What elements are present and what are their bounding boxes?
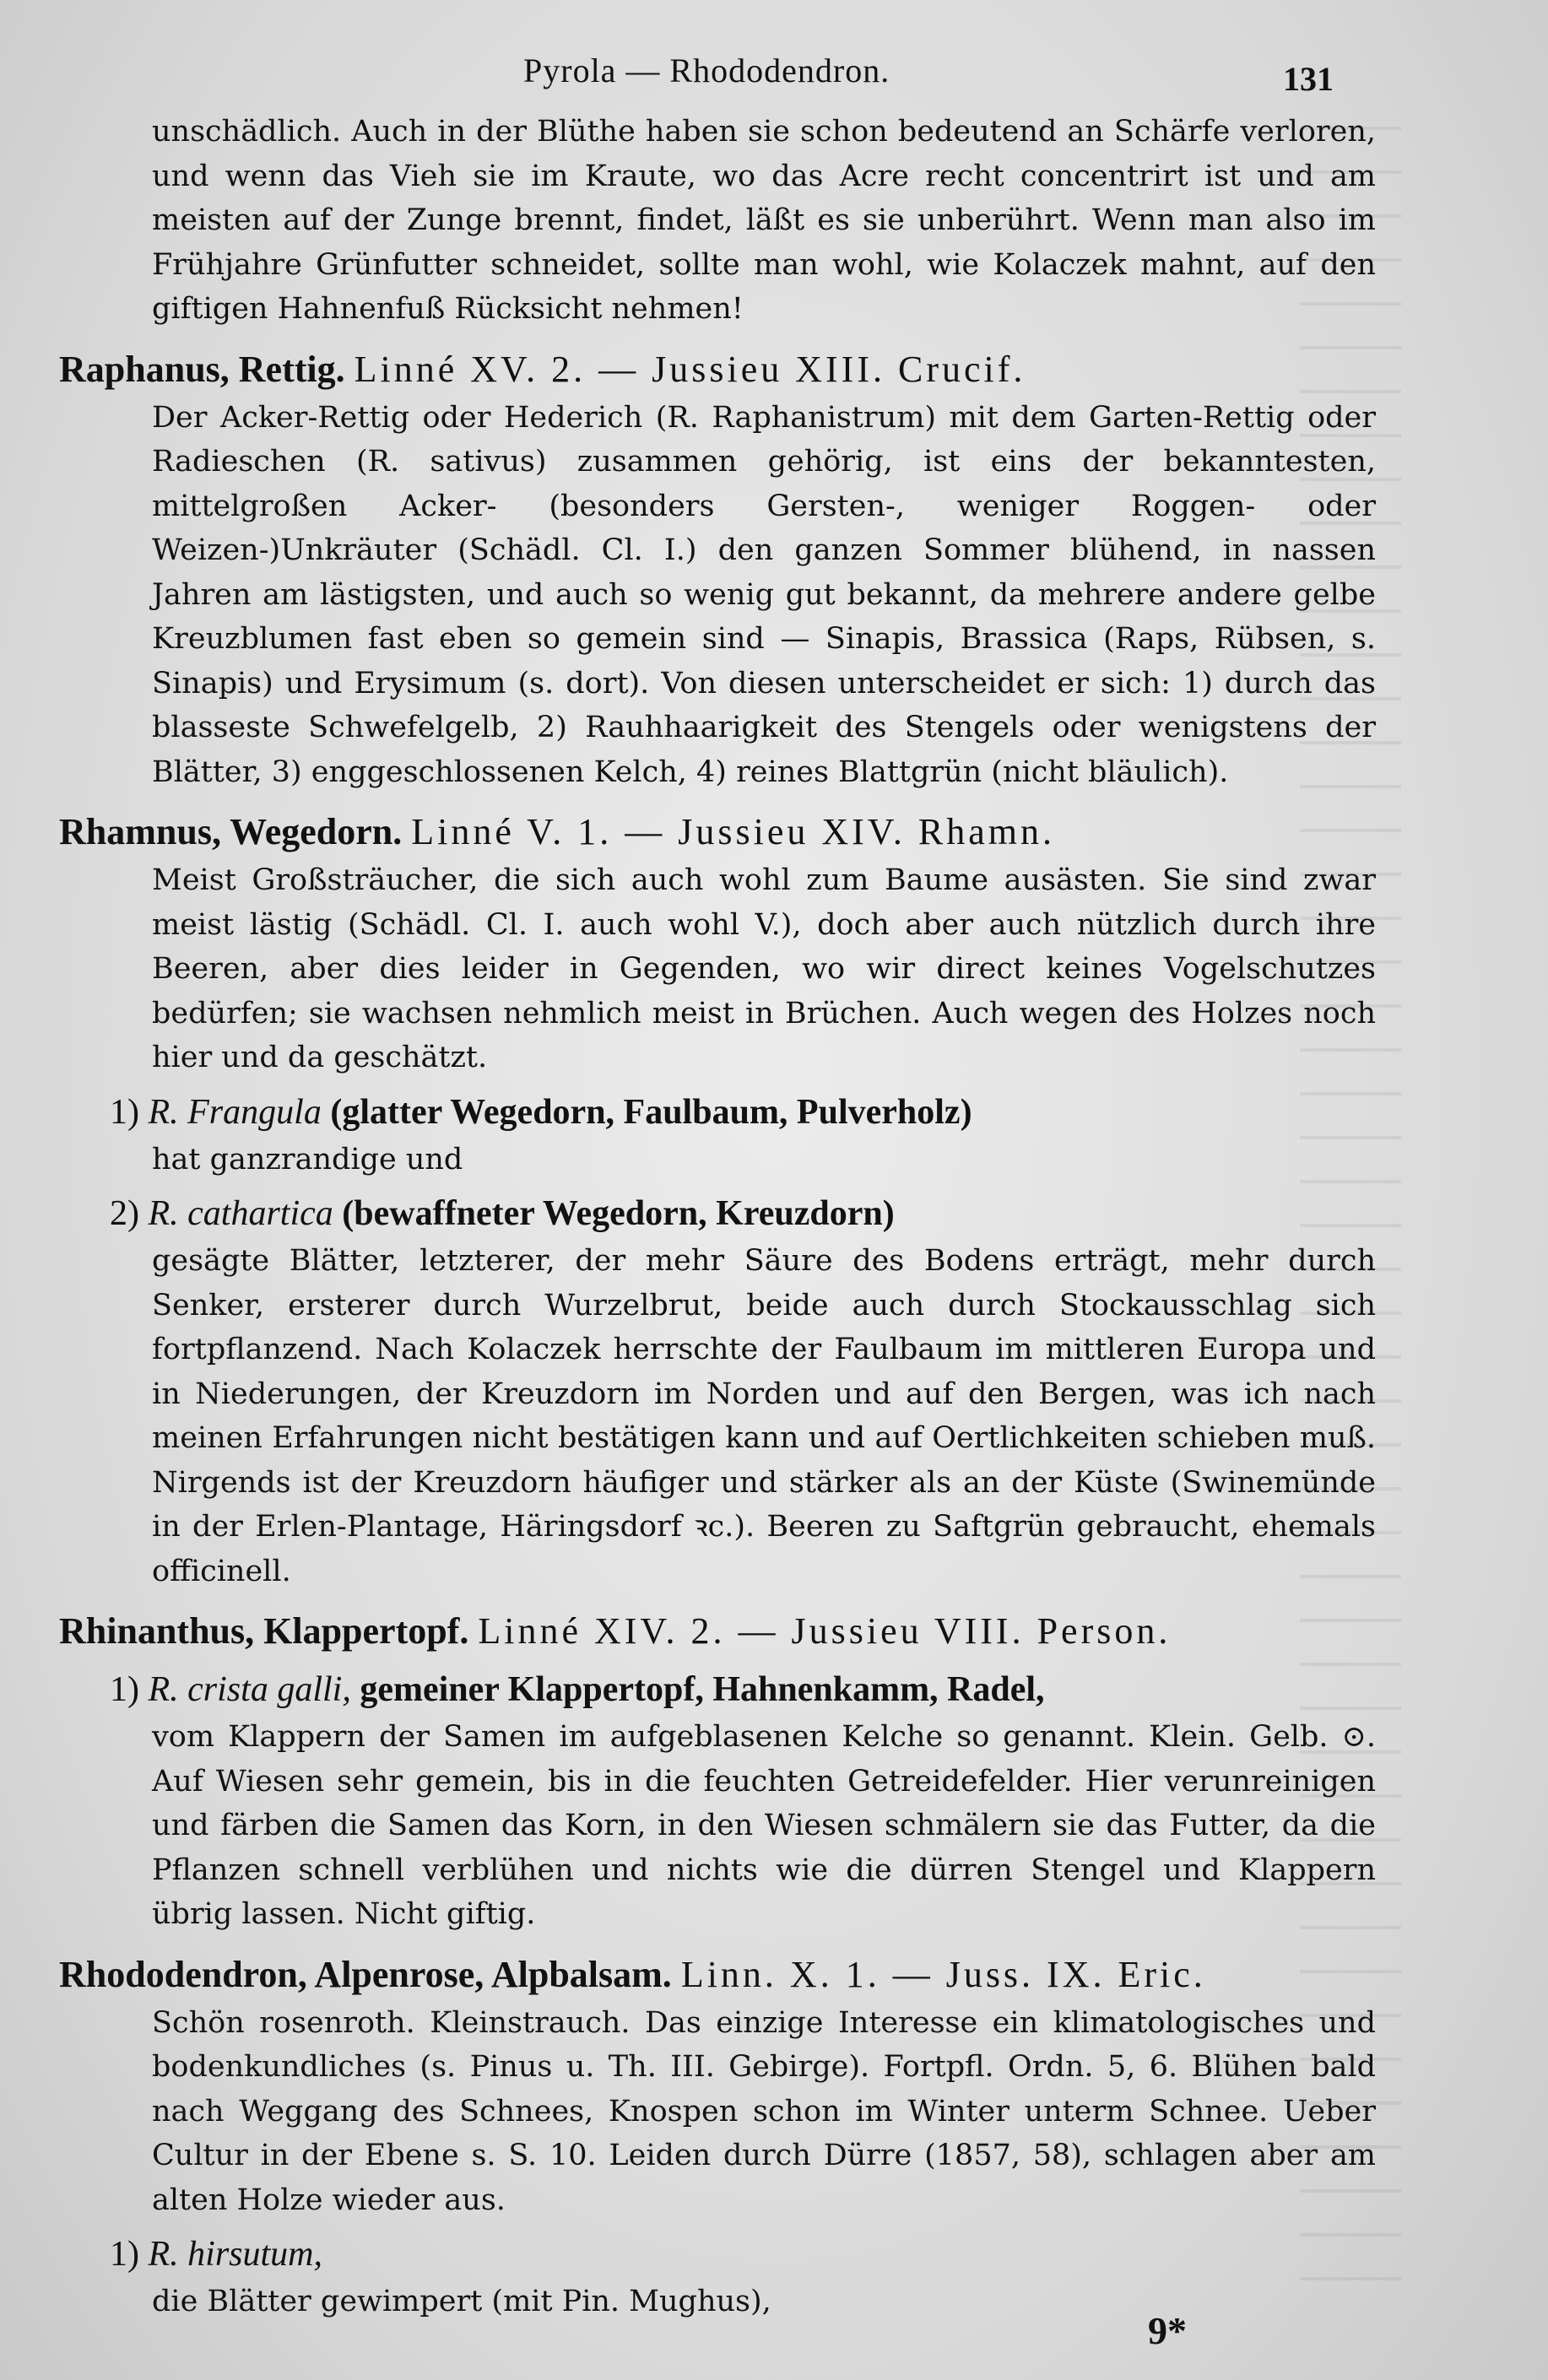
entry-text: Meist Großsträucher, die sich auch wohl zum Baume ausästen. Sie sind zwar meist lästig (Schädl. Cl. I. auch wohl V.), doch aber auch nützlich durch ihre Beeren, aber dies leider in Gegenden, wo wir direct keines Vogelschutzes bedürfen; sie wachsen nehmlich meist in Brüchen. Auch wegen des Holzes noch hier und da geschätzt. [152,863,1376,1074]
species-text: gesägte Blätter, letzterer, der mehr Säure des Bodens erträgt, mehr durch Senker, ersterer durch Wurzelbrut, beide auch durch Stockausschlag sich fortpflanzend. Nach Kolaczek herrschte der Faulbaum im mittleren Europa und in Niederungen, der Kreuzdorn im Norden und auf den Bergen, was ich nach meinen Erfahrungen nicht bestätigen kann und auf Oertlichkeiten schieben muß. Nirgends ist der Kreuzdorn häufiger und stärker als an der Küste (Swinemünde in der Erlen-Plantage, Häringsdorf ꝛc.). Beeren zu Saftgrün gebraucht, ehemals officinell. [152,1244,1376,1588]
species-number: 2) [110,1194,139,1233]
entry-heading [59,1605,1376,1658]
species-latin-name: R. crista galli, [148,1670,351,1709]
entry-heading [59,806,1376,858]
species-text: vom Klappern der Samen im aufgeblasenen Kelche so genannt. Klein. Gelb. ⊙. Auf Wiesen sehr gemein, bis in die feuchten Getreidefelder. Hier verunreinigen und färben die Samen das Korn, in den Wiesen schmälern sie das Futter, da die Pflanzen schnell verblühen und nichts wie die dürren Stengel und Klappern übrig lassen. Nicht giftig. [152,1720,1376,1931]
page-header [0,41,1548,100]
species-text: hat ganzrandige und [152,1142,463,1176]
page-number: 131 [1283,60,1334,98]
running-title: Pyrola — Rhododendron. [523,51,890,89]
species-common-names: (bewaffneter Wegedorn, Kreuzdorn) [342,1194,895,1233]
species-number: 1) [110,1092,139,1132]
entry-text: Der Acker-Rettig oder Hederich (R. Raphanistrum) mit dem Garten-Rettig oder Radieschen (R. sativus) zusammen gehörig, ist eins der bekanntesten, mittelgroßen Acker- (besonders Gersten-, weniger Roggen- oder Weizen-)Unkräuter (Schädl. Cl. I.) den ganzen Sommer blühend, in nassen Jahren am lästigsten, und auch so wenig gut bekannt, da mehrere andere gelbe Kreuzblumen fast eben so gemein sind — Sinapis, Brassica (Raps, Rübsen, s. Sinapis) und Erysimum (s. dort). Von diesen unterscheidet er sich: 1) durch das blasseste Schwefelgelb, 2) Rauhhaarigkeit des Stengels oder wenigstens der Blätter, 3) enggeschlossenen Kelch, 4) reines Blattgrün (nicht bläulich). [152,400,1376,789]
classification: Linné XIV. 2. — Jussieu VIII. Person. [478,1610,1172,1652]
entry-text: Schön rosenroth. Kleinstrauch. Das einzige Interesse ein klimatologisches und bodenkundliches (s. Pinus u. Th. III. Gebirge). Fortpfl. Ordn. 5, 6. Blühen bald nach Weggang des Schnees, Knospen schon im Winter unterm Schnee. Ueber Cultur in der Ebene s. S. 10. Leiden durch Dürre (1857, 58), schlagen aber am alten Holze wieder aus. [152,2005,1376,2217]
genus-name: Rhamnus, Wegedorn. [59,811,403,852]
species-text: die Blätter gewimpert (mit Pin. Mughus), [152,2285,771,2318]
genus-name: Rhododendron, Alpenrose, Alpbalsam. [59,1953,672,1995]
entry-rhinanthus [59,1605,1376,1937]
species-common-names: gemeiner Klappertopf, Hahnenkamm, Radel, [360,1670,1045,1709]
classification: Linné XV. 2. — Jussieu XIII. Crucif. [354,348,1026,390]
entry-heading [59,1949,1376,2001]
signature-mark: 9* [1148,2309,1187,2352]
species-latin-name: R. Frangula [148,1092,322,1132]
page-body [59,110,1376,2324]
entry-raphanus [59,343,1376,795]
genus-name: Rhinanthus, Klappertopf. [59,1610,469,1652]
genus-name: Raphanus, Rettig. [59,348,345,390]
classification: Linné V. 1. — Jussieu XIV. Rhamn. [411,811,1055,852]
species-number: 1) [110,2235,139,2274]
species-heading [59,2229,1376,2280]
entry-heading [59,343,1376,396]
entry-rhamnus [59,806,1376,1593]
species-number: 1) [110,1670,139,1709]
intro-paragraph: unschädlich. Auch in der Blüthe haben sie schon bedeutend an Schärfe verloren, und wenn das Vieh sie im Kraute, wo das Acre recht concentrirt ist und am meisten auf der Zunge brennt, findet, läßt es sie unberührt. Wenn man also im Frühjahre Grünfutter schneidet, sollte man wohl, wie Kolaczek mahnt, auf den giftigen Hahnenfuß Rücksicht nehmen! [152,115,1376,326]
classification: Linn. X. 1. — Juss. IX. Eric. [680,1953,1206,1995]
species-latin-name: R. hirsutum, [148,2235,323,2274]
species-heading [59,1664,1376,1715]
species-common-names: (glatter Wegedorn, Faulbaum, Pulverholz) [330,1092,972,1132]
entry-rhododendron [59,1949,1376,2324]
species-latin-name: R. cathartica [148,1194,333,1233]
species-heading [59,1087,1376,1138]
species-heading [59,1188,1376,1239]
